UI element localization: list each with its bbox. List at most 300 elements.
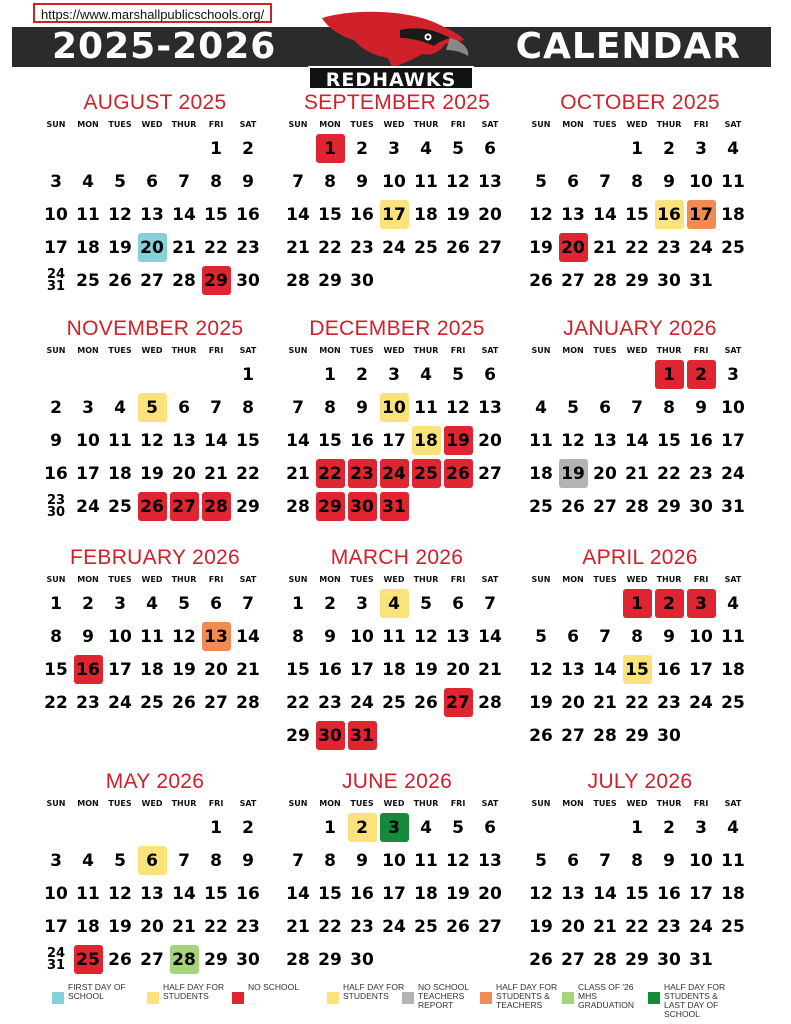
day-number: 7 [599, 171, 611, 192]
legend-swatch [402, 992, 414, 1004]
day-cell [557, 391, 589, 424]
day-number: 3 [695, 817, 707, 838]
day-number: 29 [625, 725, 649, 746]
day-number: 5 [535, 171, 547, 192]
day-cell [200, 424, 232, 457]
day-number: 27 [204, 692, 228, 713]
empty-day-cell [168, 811, 200, 844]
legend-item [562, 983, 648, 1010]
legend-item [52, 983, 138, 1004]
day-number: 1 [210, 138, 222, 159]
month-1 [282, 88, 512, 297]
day-number: 16 [44, 463, 68, 484]
day-number: 12 [446, 397, 470, 418]
day-number: 16 [350, 204, 374, 225]
day-cell [168, 490, 200, 523]
day-number: 23 [657, 237, 681, 258]
weekday-header [40, 118, 270, 132]
day-number: 11 [721, 626, 745, 647]
month-2 [525, 88, 755, 297]
day-number: 23 [657, 692, 681, 713]
day-cell [653, 490, 685, 523]
day-number: 19 [446, 883, 470, 904]
legend-label: HALF DAY FOR STUDENTS & TEACHERS [496, 982, 558, 1010]
day-cell [621, 231, 653, 264]
day-cell [232, 844, 264, 877]
day-cell [685, 686, 717, 719]
day-number: 7 [631, 397, 643, 418]
weekday-label: THUR [171, 346, 197, 355]
day-number: 5 [535, 626, 547, 647]
day-number: 20 [478, 204, 502, 225]
day-number: 6 [452, 593, 464, 614]
day-cell [232, 424, 264, 457]
redhawks-wordmark: REDHAWKS [308, 66, 474, 90]
day-number: 13 [478, 397, 502, 418]
day-number: 19 [529, 916, 553, 937]
day-cell [653, 198, 685, 231]
day-number: 6 [567, 850, 579, 871]
weekday-label: TUES [350, 120, 374, 129]
month-title: APRIL 2026 [582, 546, 698, 569]
day-cell [685, 358, 717, 391]
weekday-label: THUR [656, 799, 682, 808]
day-cell [200, 264, 232, 297]
day-number: 26 [446, 237, 470, 258]
weekday-label: FRI [208, 799, 224, 808]
legend-swatch [232, 992, 244, 1004]
empty-day-cell [136, 358, 168, 391]
website-url[interactable]: https://www.marshallpublicschools.org/ [33, 3, 272, 23]
day-number: 12 [529, 659, 553, 680]
day-cell [717, 653, 749, 686]
day-cell [232, 653, 264, 686]
day-number: 15 [286, 659, 310, 680]
day-number: 20 [140, 916, 164, 937]
day-cell [621, 811, 653, 844]
day-cell [200, 877, 232, 910]
day-number: 27 [561, 949, 585, 970]
day-number: 24 [689, 692, 713, 713]
day-cell [378, 587, 410, 620]
day-cell [314, 844, 346, 877]
month-6 [40, 543, 270, 719]
day-number: 28 [478, 692, 502, 713]
day-cell [136, 198, 168, 231]
day-number: 27 [478, 237, 502, 258]
day-cell [346, 943, 378, 976]
day-cell [410, 457, 442, 490]
day-cell [168, 877, 200, 910]
day-cell [474, 358, 506, 391]
day-number: 7 [178, 850, 190, 871]
weekday-label: THUR [413, 346, 439, 355]
empty-day-cell [168, 132, 200, 165]
day-cell [442, 198, 474, 231]
day-number: 14 [236, 626, 260, 647]
day-cell [346, 686, 378, 719]
weekday-label: SAT [724, 575, 742, 584]
empty-day-cell [282, 811, 314, 844]
day-grid [40, 811, 270, 976]
day-cell [346, 264, 378, 297]
day-cell [557, 620, 589, 653]
day-number: 5 [567, 397, 579, 418]
day-number: 6 [599, 397, 611, 418]
day-number: 25 [414, 237, 438, 258]
day-cell [589, 264, 621, 297]
day-number: 18 [414, 883, 438, 904]
day-cell [104, 686, 136, 719]
empty-day-cell [40, 132, 72, 165]
weekday-label: FRI [450, 799, 466, 808]
day-number: 12 [140, 430, 164, 451]
weekday-label: SAT [481, 346, 499, 355]
weekday-label: MON [562, 799, 584, 808]
day-number: 30 [657, 725, 681, 746]
day-cell [40, 457, 72, 490]
month-title: NOVEMBER 2025 [66, 317, 244, 340]
day-cell [314, 587, 346, 620]
weekday-header [40, 797, 270, 811]
day-number: 20 [593, 463, 617, 484]
day-cell [104, 490, 136, 523]
day-cell [200, 844, 232, 877]
day-number: 26 [529, 949, 553, 970]
legend-label: CLASS OF '26 MHS GRADUATION [578, 982, 635, 1010]
legend-swatch [147, 992, 159, 1004]
day-number: 1 [631, 138, 643, 159]
day-number: 25 [412, 459, 441, 488]
day-number: 24 [382, 916, 406, 937]
weekday-label: FRI [208, 346, 224, 355]
day-cell [104, 231, 136, 264]
day-cell [72, 490, 104, 523]
day-number: 15 [625, 204, 649, 225]
month-title: DECEMBER 2025 [309, 317, 485, 340]
day-cell [314, 910, 346, 943]
day-cell [72, 620, 104, 653]
empty-day-cell [72, 132, 104, 165]
weekday-header [40, 573, 270, 587]
day-cell [40, 686, 72, 719]
day-cell [282, 653, 314, 686]
day-number: 1 [324, 817, 336, 838]
weekday-label: MON [77, 799, 99, 808]
weekday-label: WED [383, 346, 405, 355]
day-grid [525, 358, 755, 523]
day-number: 10 [350, 626, 374, 647]
day-number: 26 [108, 270, 132, 291]
day-cell [232, 490, 264, 523]
day-number: 8 [50, 626, 62, 647]
day-cell [442, 457, 474, 490]
day-number: 5 [114, 171, 126, 192]
day-cell [104, 943, 136, 976]
day-number: 15 [204, 883, 228, 904]
day-cell [200, 132, 232, 165]
day-number: 9 [695, 397, 707, 418]
day-cell [621, 457, 653, 490]
day-number: 8 [631, 850, 643, 871]
day-cell [589, 910, 621, 943]
day-number: 6 [484, 817, 496, 838]
day-number: 8 [324, 850, 336, 871]
day-cell [378, 686, 410, 719]
day-number: 21 [172, 916, 196, 937]
day-cell [168, 391, 200, 424]
day-cell [378, 811, 410, 844]
day-cell [378, 165, 410, 198]
day-number: 20 [478, 883, 502, 904]
empty-day-cell [282, 132, 314, 165]
day-number: 8 [242, 397, 254, 418]
day-number: 20 [172, 463, 196, 484]
day-number: 18 [529, 463, 553, 484]
weekday-label: WED [141, 575, 163, 584]
day-number: 20 [204, 659, 228, 680]
day-number: 9 [50, 430, 62, 451]
day-number: 2 [663, 138, 675, 159]
day-cell [136, 391, 168, 424]
day-number: 11 [76, 883, 100, 904]
day-cell [717, 198, 749, 231]
day-number: 10 [380, 393, 409, 422]
empty-day-cell [525, 811, 557, 844]
day-cell [442, 165, 474, 198]
day-cell [621, 910, 653, 943]
day-number: 4 [146, 593, 158, 614]
day-cell [685, 811, 717, 844]
day-cell [136, 424, 168, 457]
day-number: 10 [44, 204, 68, 225]
day-cell [653, 231, 685, 264]
day-number: 7 [599, 850, 611, 871]
day-number: 14 [286, 430, 310, 451]
day-cell [282, 719, 314, 752]
day-number: 29 [316, 492, 345, 521]
weekday-label: TUES [108, 799, 132, 808]
day-number: 19 [529, 692, 553, 713]
day-number: 30 [350, 270, 374, 291]
day-cell [136, 457, 168, 490]
day-cell [685, 653, 717, 686]
day-cell [232, 457, 264, 490]
day-cell [136, 686, 168, 719]
weekday-label: MON [319, 799, 341, 808]
day-number: 27 [561, 725, 585, 746]
day-cell [474, 165, 506, 198]
day-number: 11 [414, 850, 438, 871]
day-cell [474, 132, 506, 165]
legend-swatch [480, 992, 492, 1004]
weekday-label: THUR [413, 575, 439, 584]
day-number: 26 [444, 459, 473, 488]
weekday-label: SAT [239, 799, 257, 808]
day-cell [104, 587, 136, 620]
legend-item [147, 983, 233, 1004]
day-number: 27 [140, 949, 164, 970]
day-number: 18 [721, 204, 745, 225]
day-cell [136, 620, 168, 653]
day-cell [200, 943, 232, 976]
day-number: 11 [414, 171, 438, 192]
day-number: 11 [414, 397, 438, 418]
day-number: 12 [172, 626, 196, 647]
day-number: 2 [348, 813, 377, 842]
month-7 [282, 543, 512, 752]
day-number: 12 [446, 850, 470, 871]
day-cell [40, 943, 72, 976]
day-number: 15 [318, 204, 342, 225]
day-cell [557, 943, 589, 976]
day-number: 4 [82, 171, 94, 192]
day-cell [232, 910, 264, 943]
day-cell [314, 457, 346, 490]
day-cell [410, 358, 442, 391]
day-cell [653, 910, 685, 943]
weekday-label: MON [77, 575, 99, 584]
day-number: 31 [689, 949, 713, 970]
day-cell [72, 653, 104, 686]
weekday-label: FRI [450, 575, 466, 584]
day-cell [378, 910, 410, 943]
day-number: 2 [655, 589, 684, 618]
month-5 [525, 314, 755, 523]
empty-day-cell [72, 811, 104, 844]
day-number: 1 [292, 593, 304, 614]
weekday-label: THUR [413, 120, 439, 129]
day-number: 19 [529, 237, 553, 258]
day-cell [717, 424, 749, 457]
day-cell [653, 653, 685, 686]
day-number: 27 [140, 270, 164, 291]
empty-day-cell [589, 587, 621, 620]
day-number: 4 [727, 593, 739, 614]
day-cell [442, 391, 474, 424]
weekday-label: FRI [208, 575, 224, 584]
legend-item [232, 983, 318, 1004]
day-cell [282, 231, 314, 264]
weekday-label: TUES [108, 346, 132, 355]
day-number: 26 [561, 496, 585, 517]
day-cell [346, 424, 378, 457]
month-title: JUNE 2026 [341, 770, 453, 793]
day-cell [474, 587, 506, 620]
day-number: 9 [663, 171, 675, 192]
day-cell [717, 844, 749, 877]
day-number: 27 [561, 270, 585, 291]
day-cell [200, 910, 232, 943]
day-cell [410, 391, 442, 424]
day-cell [314, 811, 346, 844]
day-cell [72, 844, 104, 877]
legend-item [648, 983, 736, 1019]
day-cell [200, 391, 232, 424]
legend-label: FIRST DAY OF SCHOOL [68, 982, 126, 1001]
day-number: 21 [286, 237, 310, 258]
day-number: 16 [350, 430, 374, 451]
day-cell [72, 877, 104, 910]
day-number: 28 [236, 692, 260, 713]
day-cell [621, 877, 653, 910]
day-number: 21 [172, 237, 196, 258]
day-cell [525, 165, 557, 198]
day-cell [378, 424, 410, 457]
day-cell [717, 686, 749, 719]
day-cell [314, 198, 346, 231]
weekday-label: SAT [481, 575, 499, 584]
day-cell [557, 490, 589, 523]
day-cell [717, 811, 749, 844]
day-number: 15 [318, 883, 342, 904]
day-number: 3 [695, 138, 707, 159]
day-number: 17 [350, 659, 374, 680]
day-number: 11 [529, 430, 553, 451]
legend-label: HALF DAY FOR STUDENTS & LAST DAY OF SCHOOL [664, 982, 726, 1019]
day-number: 8 [210, 171, 222, 192]
day-cell [136, 844, 168, 877]
day-cell [346, 165, 378, 198]
day-number: 8 [324, 397, 336, 418]
day-grid [40, 587, 270, 719]
empty-day-cell [621, 358, 653, 391]
day-cell [685, 620, 717, 653]
day-number: 17 [44, 237, 68, 258]
day-cell [104, 264, 136, 297]
month-11 [525, 767, 755, 976]
day-cell [589, 877, 621, 910]
day-number: 12 [108, 204, 132, 225]
day-cell [589, 943, 621, 976]
legend-label: NO SCHOOL TEACHERS REPORT [418, 982, 469, 1010]
day-number: 19 [414, 659, 438, 680]
day-cell [410, 877, 442, 910]
day-cell [474, 653, 506, 686]
day-number: 26 [414, 692, 438, 713]
day-number: 1 [242, 364, 254, 385]
day-number: 11 [382, 626, 406, 647]
day-number: 2 [356, 364, 368, 385]
day-number: 8 [631, 171, 643, 192]
day-cell [168, 264, 200, 297]
day-number: 7 [292, 171, 304, 192]
day-cell [346, 910, 378, 943]
legend-label: NO SCHOOL [248, 982, 300, 992]
day-number: 25 [382, 692, 406, 713]
day-cell [410, 132, 442, 165]
day-cell [525, 620, 557, 653]
day-number: 24 [380, 459, 409, 488]
school-year-title: 2025-2026 [52, 26, 277, 67]
day-number: 12 [446, 171, 470, 192]
day-cell [40, 653, 72, 686]
day-number: 24 [689, 916, 713, 937]
day-number: 26 [138, 492, 167, 521]
legend-item [480, 983, 566, 1010]
day-number: 9 [663, 626, 675, 647]
day-number: 22 [44, 692, 68, 713]
day-number: 11 [76, 204, 100, 225]
day-number: 17 [76, 463, 100, 484]
day-cell [200, 490, 232, 523]
day-number: 13 [140, 204, 164, 225]
day-cell [557, 877, 589, 910]
day-number: 4 [420, 817, 432, 838]
day-number: 26 [529, 270, 553, 291]
day-number: 24 [382, 237, 406, 258]
day-cell [314, 358, 346, 391]
